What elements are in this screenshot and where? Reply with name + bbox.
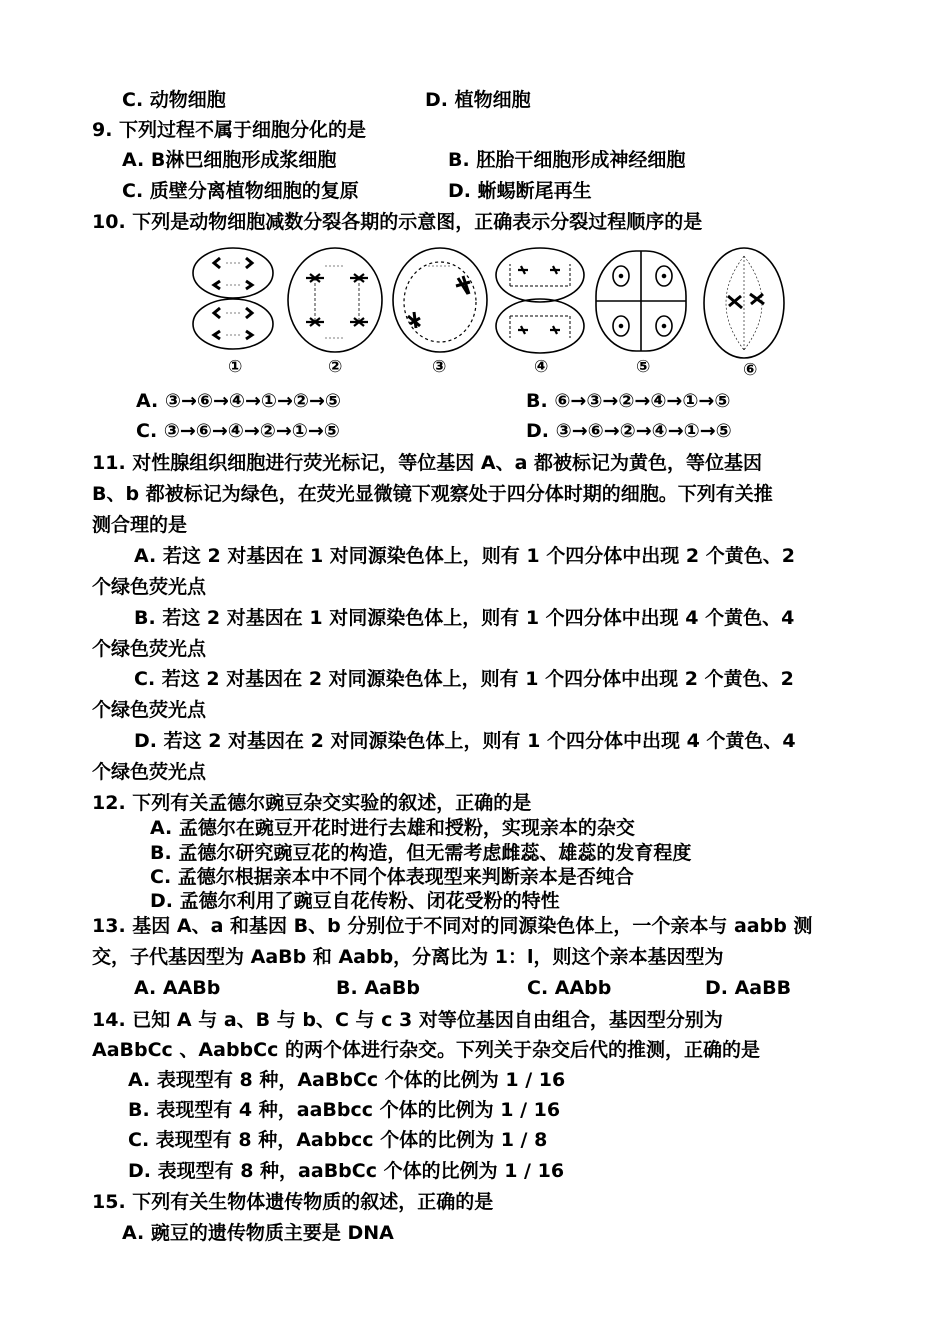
q11-option-b-line1: B. 若这 2 对基因在 1 对同源染色体上，则有 1 个四分体中出现 4 个黄色、4 bbox=[134, 607, 795, 629]
q11-option-d-line1: D. 若这 2 对基因在 2 对同源染色体上，则有 1 个四分体中出现 4 个黄色、4 bbox=[134, 730, 796, 752]
q9-stem: 9. 下列过程不属于细胞分化的是 bbox=[92, 119, 367, 141]
fig-label-4: ④ bbox=[534, 357, 549, 377]
fig-label-6: ⑥ bbox=[743, 360, 758, 380]
q10-stem: 10. 下列是动物细胞减数分裂各期的示意图，正确表示分裂过程顺序的是 bbox=[92, 211, 703, 233]
q12-stem: 12. 下列有关孟德尔豌豆杂交实验的叙述，正确的是 bbox=[92, 792, 532, 814]
q9-option-a: A. B淋巴细胞形成浆细胞 bbox=[122, 149, 337, 171]
q11-option-c-line1: C. 若这 2 对基因在 2 对同源染色体上，则有 1 个四分体中出现 2 个黄色、2 bbox=[134, 668, 794, 690]
q11-option-a-line2: 个绿色荧光点 bbox=[92, 576, 207, 598]
cell-5-diagram bbox=[596, 251, 686, 351]
q13-stem-line2: 交，子代基因型为 AaBb 和 Aabb，分离比为 1：l，则这个亲本基因型为 bbox=[92, 946, 724, 968]
q9-option-c: C. 质壁分离植物细胞的复原 bbox=[122, 180, 359, 202]
q10-option-a: A. ③→⑥→④→①→②→⑤ bbox=[136, 390, 342, 412]
cell-3-diagram bbox=[393, 248, 487, 352]
q11-stem-line2: B、b 都被标记为绿色，在荧光显微镜下观察处于四分体时期的细胞。下列有关推 bbox=[92, 483, 773, 505]
q13-option-b: B. AaBb bbox=[336, 977, 420, 999]
q11-option-d-line2: 个绿色荧光点 bbox=[92, 761, 207, 783]
q11-option-a-line1: A. 若这 2 对基因在 1 对同源染色体上，则有 1 个四分体中出现 2 个黄色、2 bbox=[134, 545, 795, 567]
q10-option-d: D. ③→⑥→②→④→①→⑤ bbox=[526, 420, 732, 442]
q13-stem-line1: 13. 基因 A、a 和基因 B、b 分别位于不同对的同源染色体上，一个亲本与 aabb 测 bbox=[92, 915, 813, 937]
q14-stem-line2: AaBbCc 、AabbCc 的两个体进行杂交。下列关于杂交后代的推测，正确的是 bbox=[92, 1039, 760, 1061]
fig-label-5: ⑤ bbox=[636, 357, 651, 377]
q11-option-c-line2: 个绿色荧光点 bbox=[92, 699, 207, 721]
cell-1-diagram bbox=[193, 248, 273, 349]
q12-option-a: A. 孟德尔在豌豆开花时进行去雄和授粉，实现亲本的杂交 bbox=[150, 817, 635, 839]
fig-label-2: ② bbox=[328, 357, 343, 377]
cell-4-diagram bbox=[496, 248, 584, 353]
q13-option-c: C. AAbb bbox=[527, 977, 612, 999]
q10-option-b: B. ⑥→③→②→④→①→⑤ bbox=[526, 390, 731, 412]
cell-2-diagram bbox=[288, 248, 382, 352]
q11-stem-line1: 11. 对性腺组织细胞进行荧光标记，等位基因 A、a 都被标记为黄色，等位基因 bbox=[92, 452, 763, 474]
fig-label-3: ③ bbox=[432, 357, 447, 377]
cell-6-diagram bbox=[704, 248, 784, 358]
q14-option-a: A. 表现型有 8 种，AaBbCc 个体的比例为 1 / 16 bbox=[128, 1069, 566, 1091]
q15-stem: 15. 下列有关生物体遗传物质的叙述，正确的是 bbox=[92, 1191, 494, 1213]
fig-label-1: ① bbox=[228, 357, 243, 377]
q12-option-b: B. 孟德尔研究豌豆花的构造，但无需考虑雌蕊、雄蕊的发育程度 bbox=[150, 842, 692, 864]
q14-option-c: C. 表现型有 8 种，Aabbcc 个体的比例为 1 / 8 bbox=[128, 1129, 548, 1151]
q10-option-c: C. ③→⑥→④→②→①→⑤ bbox=[136, 420, 340, 442]
q11-option-b-line2: 个绿色荧光点 bbox=[92, 638, 207, 660]
q13-option-a: A. AABb bbox=[134, 977, 221, 999]
q12-option-c: C. 孟德尔根据亲本中不同个体表现型来判断亲本是否纯合 bbox=[150, 866, 634, 888]
q13-option-d: D. AaBB bbox=[705, 977, 792, 999]
q9-option-d: D. 蜥蜴断尾再生 bbox=[448, 180, 592, 202]
q14-stem-line1: 14. 已知 A 与 a、B 与 b、C 与 c 3 对等位基因自由组合，基因型分别为 bbox=[92, 1009, 723, 1031]
q9-option-b: B. 胚胎干细胞形成神经细胞 bbox=[448, 149, 686, 171]
q14-option-b: B. 表现型有 4 种，aaBbcc 个体的比例为 1 / 16 bbox=[128, 1099, 561, 1121]
q12-option-d: D. 孟德尔利用了豌豆自花传粉、闭花受粉的特性 bbox=[150, 890, 560, 912]
q15-option-a: A. 豌豆的遗传物质主要是 DNA bbox=[122, 1222, 394, 1244]
q14-option-d: D. 表现型有 8 种，aaBbCc 个体的比例为 1 / 16 bbox=[128, 1160, 565, 1182]
q8-option-c: C. 动物细胞 bbox=[122, 89, 226, 111]
q8-option-d: D. 植物细胞 bbox=[425, 89, 531, 111]
meiosis-figure bbox=[188, 246, 778, 386]
q11-stem-line3: 测合理的是 bbox=[92, 514, 188, 536]
